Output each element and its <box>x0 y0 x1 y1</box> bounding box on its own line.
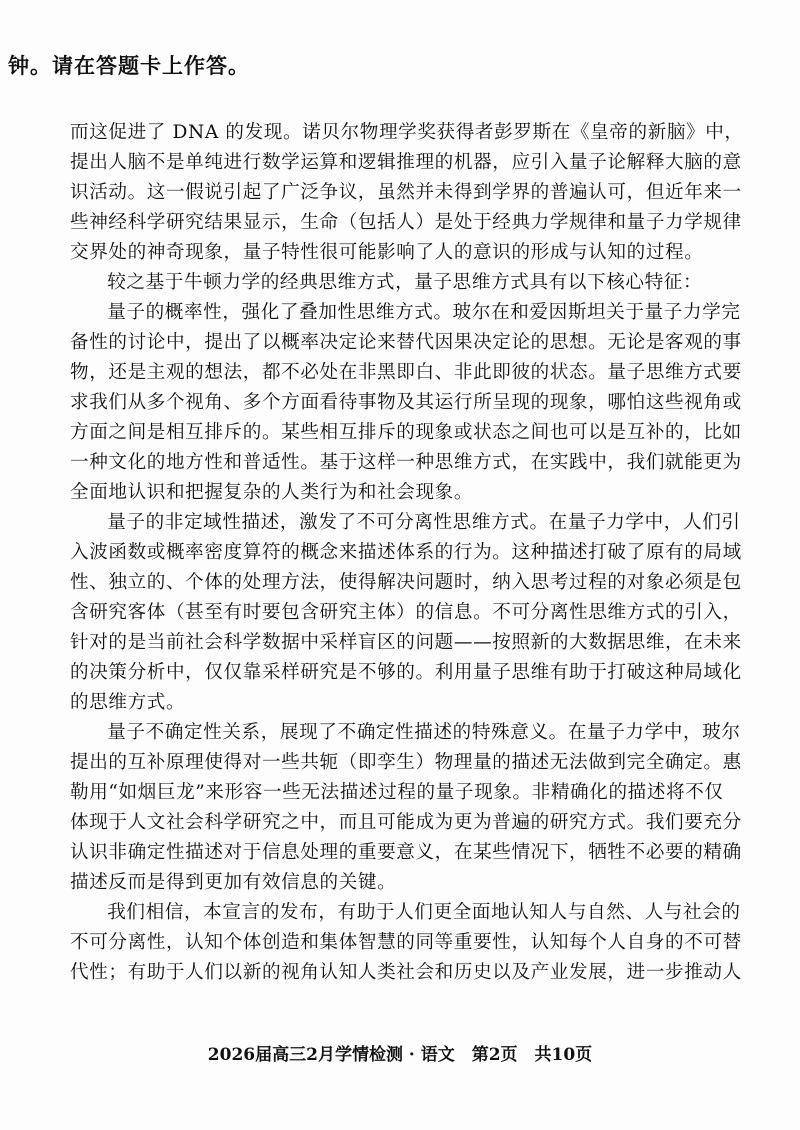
text-line: 提出人脑不是单纯进行数学运算和逻辑推理的机器，应引入量子论解释大脑的意 <box>70 152 742 173</box>
text-line: 入波函数或概率密度算符的概念来描述体系的行为。这种描述打破了原有的局域 <box>70 542 742 563</box>
text-line: 代性；有助于人们以新的视角认知人类社会和历史以及产业发展，进一步推动人 <box>70 962 742 983</box>
text-line: 我们相信，本宣言的发布，有助于人们更全面地认知人与自然、人与社会的 <box>107 902 741 923</box>
passage-text <box>70 118 772 988</box>
text-line: 体现于人文社会科学研究之中，而且可能成为更为普遍的研究方式。我们要充分 <box>70 812 742 833</box>
text-line: 描述反而是得到更加有效信息的关键。 <box>70 872 397 893</box>
text-line: 的决策分析中，仅仅靠采样研究是不够的。利用量子思维有助于打破这种局域化 <box>70 662 742 683</box>
text-line: 不可分离性，认知个体创造和集体智慧的同等重要性，认知每个人自身的不可替 <box>70 932 742 953</box>
text-line: 方面之间是相互排斥的。某些相互排斥的现象或状态之间也可以是互补的，比如 <box>70 422 742 443</box>
instruction-line: 钟。请在答题卡上作答。 <box>8 53 250 78</box>
text-line: 的思维方式。 <box>70 692 186 713</box>
text-line: 认识非确定性描述对于信息处理的重要意义，在某些情况下，牺牲不必要的精确 <box>70 842 742 863</box>
text-line: 求我们从多个视角、多个方面看待事物及其运行所呈现的现象，哪怕这些视角或 <box>70 392 742 413</box>
text-line: 较之基于牛顿力学的经典思维方式，量子思维方式具有以下核心特征： <box>107 272 703 293</box>
text-line: 些神经科学研究结果显示，生命（包括人）是处于经典力学规律和量子力学规律 <box>70 212 742 233</box>
text-line: 提出的互补原理使得对一些共轭（即孪生）物理量的描述无法做到完全确定。惠 <box>70 752 742 773</box>
text-line: 量子的概率性，强化了叠加性思维方式。玻尔在和爱因斯坦关于量子力学完 <box>107 302 741 323</box>
text-line: 针对的是当前社会科学数据中采样盲区的问题——按照新的大数据思维，在未来 <box>70 632 742 653</box>
text-line: 含研究客体（甚至有时要包含研究主体）的信息。不可分离性思维方式的引入， <box>70 602 742 623</box>
text-line: 识活动。这一假说引起了广泛争议，虽然并未得到学界的普遍认可，但近年来一 <box>70 182 742 203</box>
text-line: 备性的讨论中，提出了以概率决定论来替代因果决定论的思想。无论是客观的事 <box>70 332 742 353</box>
text-line: 性、独立的、个体的处理方法，使得解决问题时，纳入思考过程的对象必须是包 <box>70 572 742 593</box>
page-footer: 2026届高三2月学情检测 · 语文 第2页 共10页 <box>207 1045 593 1065</box>
text-line: 勒用“如烟巨龙”来形容一些无法描述过程的量子现象。非精确化的描述将不仅 <box>70 782 724 803</box>
text-line: 物，还是主观的想法，都不必处在非黑即白、非此即彼的状态。量子思维方式要 <box>70 362 742 383</box>
text-line: 而这促进了 DNA 的发现。诺贝尔物理学奖获得者彭罗斯在《皇帝的新脑》中， <box>70 122 744 143</box>
text-line: 一种文化的地方性和普适性。基于这样一种思维方式，在实践中，我们就能更为 <box>70 452 742 473</box>
text-line: 交界处的神奇现象，量子特性很可能影响了人的意识的形成与认知的过程。 <box>70 242 704 263</box>
text-line: 量子不确定性关系，展现了不确定性描述的特殊意义。在量子力学中，玻尔 <box>107 722 741 743</box>
text-line: 量子的非定域性描述，激发了不可分离性思维方式。在量子力学中，人们引 <box>107 512 741 533</box>
text-line: 全面地认识和把握复杂的人类行为和社会现象。 <box>70 482 474 503</box>
